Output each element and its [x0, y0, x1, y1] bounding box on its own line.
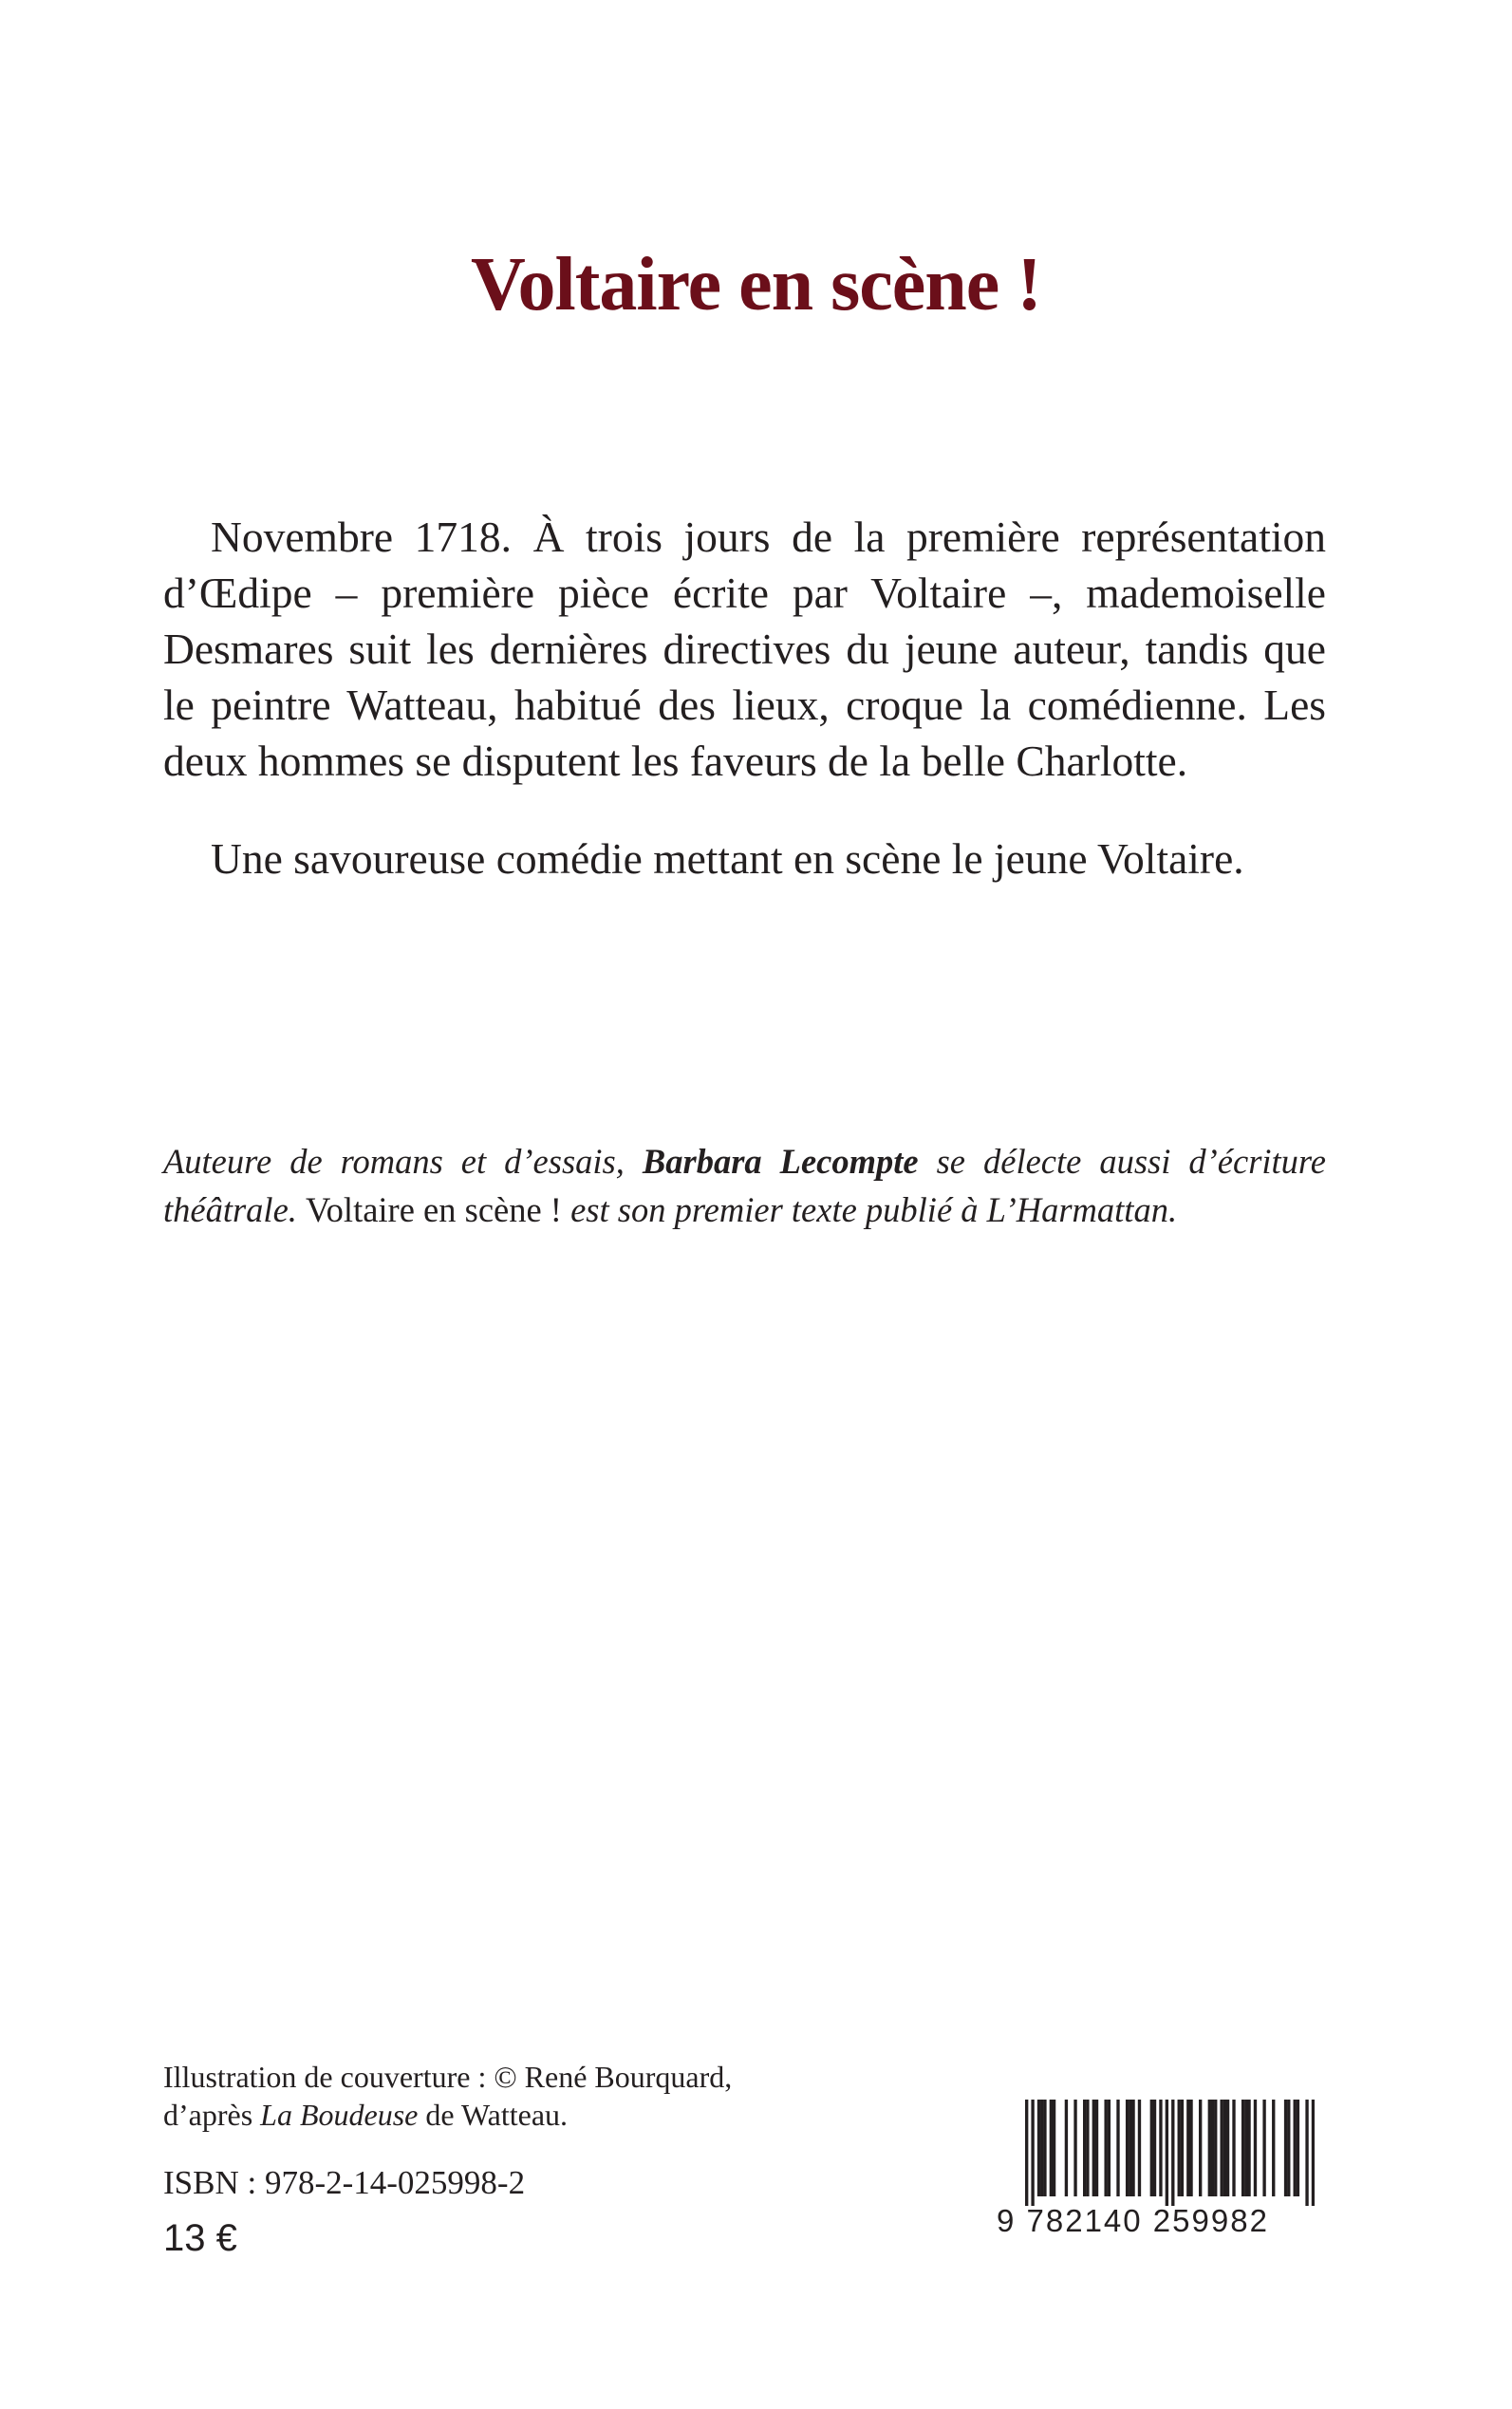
barcode-bar	[1073, 2100, 1076, 2196]
barcode-bar	[1262, 2100, 1265, 2196]
barcode-bar	[1171, 2100, 1174, 2206]
price: 13 €	[163, 2217, 237, 2259]
author-note	[163, 1137, 1326, 1234]
barcode-digits: 9 782140 259982	[997, 2203, 1269, 2238]
author-note-intro: Auteure de romans et d’essais,	[163, 1142, 643, 1181]
barcode-bar	[1083, 2100, 1086, 2196]
author-note-end: est son premier texte publié à L’Harmattan.	[561, 1190, 1178, 1229]
isbn: ISBN : 978-2-14-025998-2	[163, 2164, 526, 2201]
barcode-bar	[1226, 2100, 1229, 2196]
barcode-bar	[1116, 2100, 1119, 2196]
barcode-bar	[1241, 2100, 1244, 2196]
barcode-icon	[1025, 2100, 1315, 2286]
barcode-bar	[1138, 2100, 1141, 2196]
barcode-bar	[1214, 2100, 1217, 2196]
barcode-bar	[1178, 2100, 1181, 2196]
back-cover-blurb	[163, 509, 1326, 887]
barcode-bar	[1220, 2100, 1223, 2196]
barcode-bar	[1150, 2100, 1153, 2196]
barcode-bar	[1287, 2100, 1290, 2196]
barcode-bar	[1129, 2100, 1131, 2196]
barcode-bar	[1294, 2100, 1297, 2196]
author-note-book-title: Voltaire en scène !	[306, 1190, 562, 1229]
barcode-bar	[1186, 2100, 1189, 2196]
barcode-bar	[1040, 2100, 1043, 2196]
barcode-bar	[1284, 2100, 1287, 2196]
credit-line-2	[163, 2096, 847, 2134]
barcode-bar	[1211, 2100, 1214, 2196]
barcode-bar	[1037, 2100, 1040, 2196]
credit-artwork: La Boudeuse	[260, 2098, 419, 2132]
credit-line-1: Illustration de couverture : © René Bourquard,	[163, 2060, 733, 2094]
barcode-bar	[1108, 2100, 1111, 2196]
barcode-bar	[1086, 2100, 1089, 2196]
barcode-bar	[1247, 2100, 1250, 2196]
barcode-bar	[1189, 2100, 1192, 2196]
blurb-paragraph-1: Novembre 1718. À trois jours de la première représentation d’Œdipe – première pièce écrite par Voltaire –, mademoiselle Desmares suit les dernières directives du jeune auteur, tandis que le peintre Watteau, habitué des lieux, croque la comédienne. Les deux hommes se disputent les faveurs de la belle Charlotte.	[163, 513, 1326, 785]
blurb-tagline: Une savoureuse comédie mettant en scène le jeune Voltaire.	[211, 834, 1244, 883]
barcode-bar	[1025, 2100, 1028, 2206]
barcode-bar	[1244, 2100, 1247, 2196]
barcode-bar	[1131, 2100, 1134, 2196]
barcode-bar	[1223, 2100, 1226, 2196]
barcode-bar	[1153, 2100, 1156, 2196]
barcode-bar	[1095, 2100, 1098, 2196]
book-title: Voltaire en scène !	[471, 243, 1041, 327]
barcode-bar	[1232, 2100, 1235, 2196]
barcode-bar	[1159, 2100, 1162, 2196]
author-name: Barbara Lecompte	[642, 1142, 919, 1181]
barcode-bar	[1166, 2100, 1168, 2206]
barcode-bar	[1297, 2100, 1299, 2196]
barcode-bar	[1126, 2100, 1129, 2196]
barcode-bar	[1065, 2100, 1068, 2196]
author-note-middle: se délecte aussi d’écriture théâtrale.	[163, 1142, 1326, 1229]
barcode-bar	[1272, 2100, 1275, 2196]
barcode-bar	[1199, 2100, 1202, 2196]
barcode-bar	[1092, 2100, 1095, 2196]
barcode-bar	[1208, 2100, 1211, 2196]
cover-illustration-credit	[163, 2058, 847, 2134]
credit-suffix: de Watteau.	[418, 2098, 569, 2132]
barcode-bar	[1254, 2100, 1257, 2196]
barcode-bar	[1053, 2100, 1055, 2196]
barcode-bar	[1050, 2100, 1053, 2196]
barcode-bar	[1305, 2100, 1308, 2206]
barcode-bar	[1181, 2100, 1184, 2196]
barcode-bar	[1104, 2100, 1107, 2196]
barcode-bar	[1043, 2100, 1046, 2196]
barcode-bar	[1031, 2100, 1034, 2206]
barcode-bars	[1025, 2100, 1315, 2206]
barcode-bar	[1312, 2100, 1315, 2206]
credit-prefix: d’après	[163, 2098, 261, 2132]
